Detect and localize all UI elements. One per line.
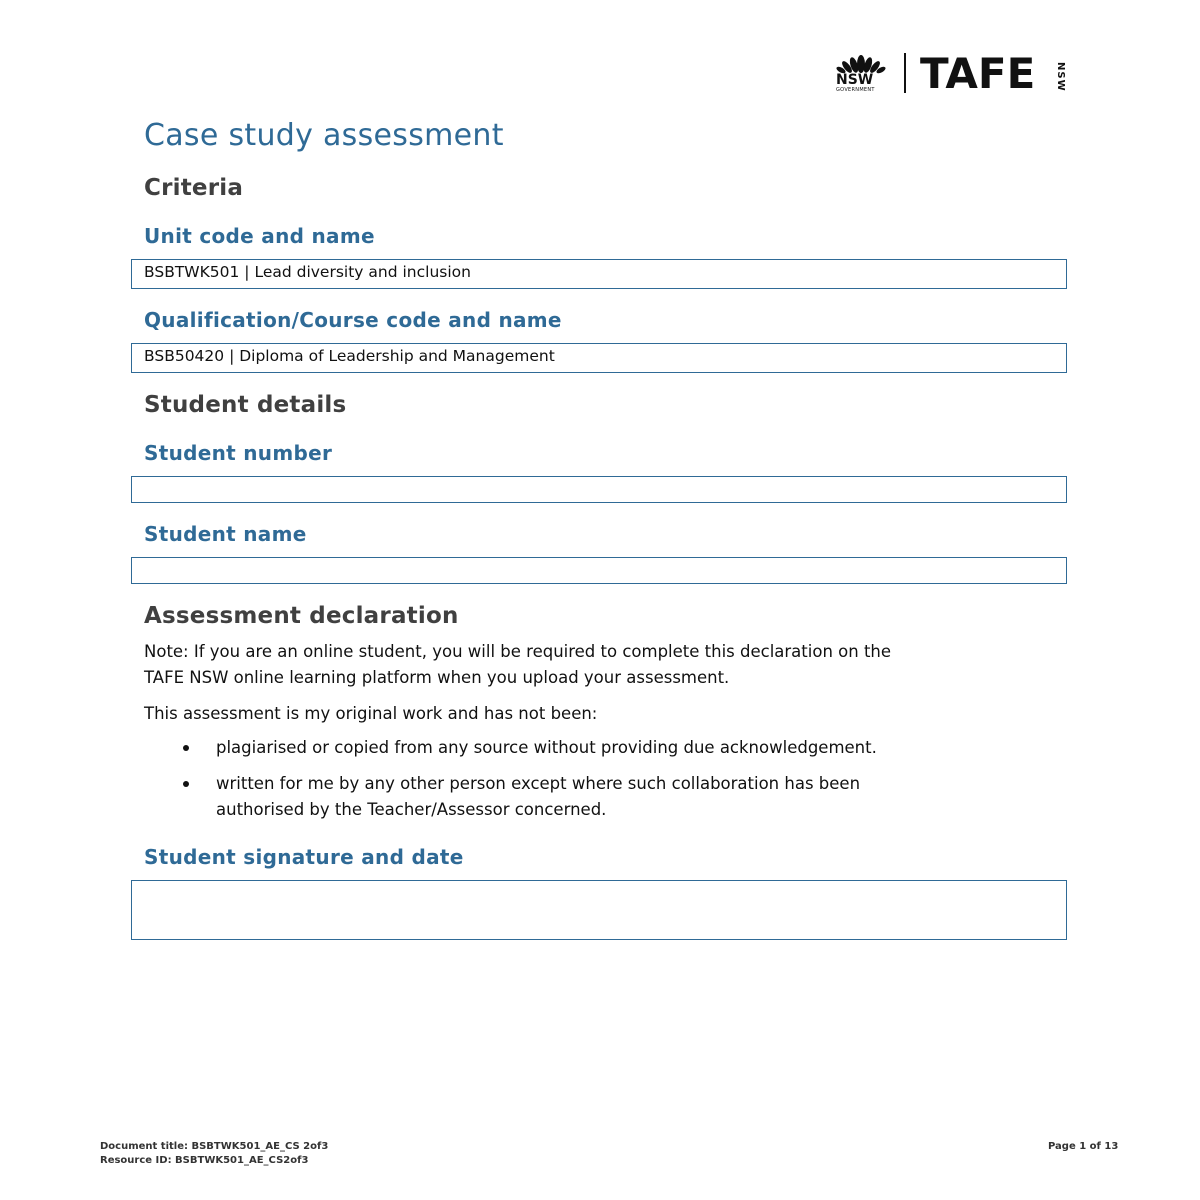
bullet-dot [183, 781, 189, 787]
unit-value: BSBTWK501 | Lead diversity and inclusion [144, 263, 471, 281]
footer-document-title: Document title: BSBTWK501_AE_CS 2of3 [100, 1141, 329, 1152]
bullet-1-line-1: plagiarised or copied from any source without providing due acknowledgement. [216, 738, 877, 757]
note-line-1: Note: If you are an online student, you will be required to complete this declaration on the [144, 642, 892, 661]
logo-tafe-text: TAFE [920, 49, 1036, 98]
footer-page-number: Page 1 of 13 [1048, 1141, 1119, 1152]
unit-label: Unit code and name [144, 224, 375, 248]
bullet-2-line-2: authorised by the Teacher/Assessor concerned. [216, 800, 607, 819]
student-details-heading: Student details [144, 392, 347, 418]
qualification-label: Qualification/Course code and name [144, 308, 562, 332]
page-title: Case study assessment [144, 118, 504, 153]
qualification-field [131, 343, 1067, 373]
note-line-2: TAFE NSW online learning platform when you upload your assessment. [144, 668, 730, 687]
declaration-heading: Assessment declaration [144, 603, 459, 629]
signature-field[interactable] [131, 880, 1067, 940]
student-number-label: Student number [144, 441, 333, 465]
bullet-2-line-1: written for me by any other person except where such collaboration has been [216, 774, 861, 793]
student-name-label: Student name [144, 522, 307, 546]
student-name-field[interactable] [131, 557, 1067, 584]
footer-resource-id: Resource ID: BSBTWK501_AE_CS2of3 [100, 1155, 309, 1166]
student-number-field[interactable] [131, 476, 1067, 503]
qualification-value: BSB50420 | Diploma of Leadership and Management [144, 347, 555, 365]
logo-divider [904, 53, 906, 93]
original-work-text: This assessment is my original work and has not been: [144, 704, 598, 723]
logo-tafe-nsw-text: NSW [1055, 62, 1066, 92]
logo-government-text: GOVERNMENT [836, 87, 875, 93]
logo-nsw-text: NSW [836, 72, 874, 88]
criteria-heading: Criteria [144, 175, 244, 201]
unit-field [131, 259, 1067, 289]
bullet-dot [183, 745, 189, 751]
signature-label: Student signature and date [144, 845, 464, 869]
